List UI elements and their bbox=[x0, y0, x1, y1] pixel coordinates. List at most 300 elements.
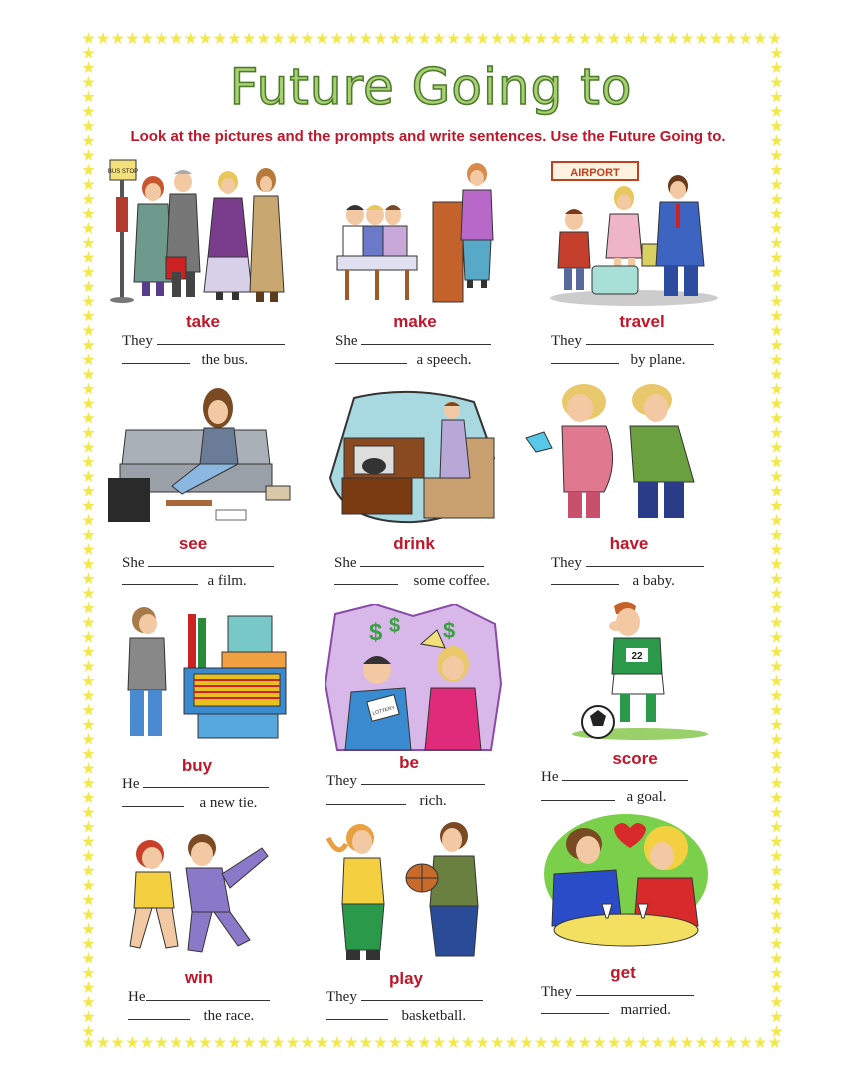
sentence-line-1 bbox=[122, 554, 274, 572]
subject: They bbox=[551, 555, 582, 571]
sentence-line-2 bbox=[551, 351, 685, 369]
border-star-icon bbox=[82, 733, 95, 746]
border-star-icon bbox=[82, 996, 95, 1009]
border-star-icon bbox=[418, 32, 431, 45]
border-star-icon bbox=[82, 952, 95, 965]
border-star-icon bbox=[257, 32, 270, 45]
border-star-icon bbox=[82, 850, 95, 863]
sentence-end: rich. bbox=[419, 793, 447, 809]
subject: She bbox=[122, 555, 145, 571]
border-star-icon bbox=[82, 981, 95, 994]
border-star-icon bbox=[491, 32, 504, 45]
border-star-icon bbox=[710, 32, 723, 45]
sentence-end: a speech. bbox=[416, 352, 472, 368]
answer-blank[interactable] bbox=[360, 554, 484, 567]
verb-have: have bbox=[609, 534, 649, 553]
border-star-icon bbox=[243, 1036, 256, 1049]
border-star-icon bbox=[666, 32, 679, 45]
border-star-icon bbox=[770, 820, 783, 833]
border-star-icon bbox=[770, 266, 783, 279]
border-star-icon bbox=[82, 514, 95, 527]
sentence-end: the race. bbox=[203, 1008, 255, 1024]
answer-blank[interactable] bbox=[122, 572, 198, 585]
border-star-icon bbox=[82, 864, 95, 877]
border-star-icon bbox=[770, 718, 783, 731]
border-star-icon bbox=[651, 32, 664, 45]
border-star-icon bbox=[82, 777, 95, 790]
border-star-icon bbox=[770, 499, 783, 512]
border-star-icon bbox=[770, 601, 783, 614]
border-star-icon bbox=[389, 1036, 402, 1049]
instructions: Look at the pictures and the prompts and write sentences. Use the Future Going to. bbox=[130, 128, 726, 145]
sentence-line-1 bbox=[335, 332, 491, 350]
sentence-line-2 bbox=[128, 1007, 254, 1025]
border-star-icon bbox=[82, 893, 95, 906]
border-star-icon bbox=[770, 528, 783, 541]
border-star-icon bbox=[770, 207, 783, 220]
border-star-icon bbox=[82, 163, 95, 176]
border-star-icon bbox=[770, 193, 783, 206]
border-star-icon bbox=[770, 368, 783, 381]
border-star-icon bbox=[374, 1036, 387, 1049]
border-star-icon bbox=[82, 937, 95, 950]
border-star-icon bbox=[97, 1036, 110, 1049]
border-star-icon bbox=[549, 1036, 562, 1049]
border-star-icon bbox=[622, 1036, 635, 1049]
border-star-icon bbox=[770, 543, 783, 556]
verb-see: see bbox=[178, 534, 208, 553]
sentence-line-2 bbox=[122, 351, 248, 369]
answer-blank[interactable] bbox=[146, 988, 270, 1001]
border-star-icon bbox=[403, 1036, 416, 1049]
border-star-icon bbox=[695, 32, 708, 45]
subject: He bbox=[128, 989, 146, 1005]
verb-be: be bbox=[399, 753, 419, 772]
subject: They bbox=[326, 773, 357, 789]
border-star-icon bbox=[82, 412, 95, 425]
border-star-icon bbox=[418, 1036, 431, 1049]
border-star-icon bbox=[82, 236, 95, 249]
border-star-icon bbox=[505, 32, 518, 45]
border-star-icon bbox=[82, 528, 95, 541]
border-star-icon bbox=[82, 207, 95, 220]
sentence-line-2 bbox=[541, 788, 666, 806]
border-star-icon bbox=[754, 32, 767, 45]
border-star-icon bbox=[82, 499, 95, 512]
answer-blank[interactable] bbox=[326, 1007, 388, 1020]
picture-people-at-bus-stop bbox=[108, 152, 290, 310]
answer-blank[interactable] bbox=[541, 1001, 609, 1014]
border-star-icon bbox=[770, 163, 783, 176]
sentence-line-2 bbox=[541, 1001, 671, 1019]
border-star-icon bbox=[447, 1036, 460, 1049]
border-star-icon bbox=[770, 908, 783, 921]
border-star-icon bbox=[301, 32, 314, 45]
border-star-icon bbox=[359, 1036, 372, 1049]
border-star-icon bbox=[82, 631, 95, 644]
sentence-line-1 bbox=[326, 988, 483, 1006]
sentence-line-2 bbox=[122, 572, 247, 590]
border-star-icon bbox=[82, 32, 95, 45]
border-star-icon bbox=[462, 1036, 475, 1049]
border-star-icon bbox=[111, 32, 124, 45]
border-star-icon bbox=[272, 1036, 285, 1049]
border-star-icon bbox=[184, 32, 197, 45]
border-star-icon bbox=[770, 572, 783, 585]
border-star-icon bbox=[97, 32, 110, 45]
border-star-icon bbox=[770, 309, 783, 322]
verb-buy: buy bbox=[181, 756, 213, 775]
border-star-icon bbox=[82, 295, 95, 308]
border-star-icon bbox=[82, 178, 95, 191]
answer-blank[interactable] bbox=[361, 332, 491, 345]
sentence-line-2 bbox=[551, 572, 675, 590]
border-star-icon bbox=[681, 1036, 694, 1049]
border-star-icon bbox=[199, 32, 212, 45]
border-star-icon bbox=[82, 1010, 95, 1023]
svg-text:$: $ bbox=[443, 618, 456, 643]
sentence-end: by plane. bbox=[630, 352, 686, 368]
border-star-icon bbox=[82, 368, 95, 381]
border-star-icon bbox=[770, 324, 783, 337]
picture-girl-on-sofa-watching-tv bbox=[106, 382, 292, 524]
border-star-icon bbox=[82, 616, 95, 629]
answer-blank[interactable] bbox=[551, 572, 619, 585]
border-star-icon bbox=[476, 1036, 489, 1049]
subject: She bbox=[334, 555, 357, 571]
border-star-icon bbox=[82, 806, 95, 819]
answer-blank[interactable] bbox=[361, 988, 483, 1001]
border-star-icon bbox=[739, 1036, 752, 1049]
verb-win: win bbox=[184, 968, 214, 987]
answer-blank[interactable] bbox=[551, 351, 619, 364]
border-star-icon bbox=[768, 1036, 781, 1049]
verb-play: play bbox=[388, 969, 424, 988]
border-star-icon bbox=[770, 149, 783, 162]
answer-blank[interactable] bbox=[541, 788, 615, 801]
border-star-icon bbox=[228, 1036, 241, 1049]
border-star-icon bbox=[770, 426, 783, 439]
border-star-icon bbox=[286, 32, 299, 45]
answer-blank[interactable] bbox=[361, 772, 485, 785]
sentence-line-1 bbox=[541, 983, 694, 1001]
border-star-icon bbox=[82, 149, 95, 162]
answer-blank[interactable] bbox=[576, 983, 694, 996]
border-star-icon bbox=[739, 32, 752, 45]
border-star-icon bbox=[82, 587, 95, 600]
border-star-icon bbox=[770, 864, 783, 877]
border-star-icon bbox=[770, 616, 783, 629]
border-star-icon bbox=[535, 1036, 548, 1049]
border-star-icon bbox=[82, 485, 95, 498]
border-star-icon bbox=[82, 222, 95, 235]
verb-make: make bbox=[393, 312, 437, 331]
picture-family-at-airport bbox=[548, 158, 722, 308]
border-star-icon bbox=[770, 879, 783, 892]
answer-blank[interactable] bbox=[157, 332, 285, 345]
picture-pregnant-couple bbox=[524, 382, 722, 522]
border-star-icon bbox=[82, 324, 95, 337]
svg-text:$: $ bbox=[389, 615, 401, 637]
border-star-icon bbox=[82, 908, 95, 921]
border-star-icon bbox=[389, 32, 402, 45]
answer-blank[interactable] bbox=[122, 794, 184, 807]
border-star-icon bbox=[82, 558, 95, 571]
sentence-end: basketball. bbox=[401, 1008, 467, 1024]
border-star-icon bbox=[770, 893, 783, 906]
border-star-icon bbox=[155, 32, 168, 45]
answer-blank[interactable] bbox=[143, 775, 269, 788]
sentence-end: the bus. bbox=[201, 352, 249, 368]
border-star-icon bbox=[564, 1036, 577, 1049]
border-star-icon bbox=[82, 266, 95, 279]
border-star-icon bbox=[140, 32, 153, 45]
border-star-icon bbox=[770, 178, 783, 191]
border-star-icon bbox=[695, 1036, 708, 1049]
border-star-icon bbox=[432, 32, 445, 45]
border-star-icon bbox=[82, 704, 95, 717]
border-star-icon bbox=[82, 251, 95, 264]
border-star-icon bbox=[549, 32, 562, 45]
border-star-icon bbox=[170, 1036, 183, 1049]
border-star-icon bbox=[476, 32, 489, 45]
border-star-icon bbox=[82, 660, 95, 673]
border-star-icon bbox=[272, 32, 285, 45]
picture-two-people-running bbox=[122, 828, 278, 958]
border-star-icon bbox=[770, 1025, 783, 1038]
border-star-icon bbox=[770, 558, 783, 571]
border-star-icon bbox=[578, 32, 591, 45]
border-star-icon bbox=[770, 514, 783, 527]
answer-blank[interactable] bbox=[128, 1007, 190, 1020]
border-star-icon bbox=[82, 718, 95, 731]
border-star-icon bbox=[82, 1025, 95, 1038]
answer-blank[interactable] bbox=[586, 554, 704, 567]
border-star-icon bbox=[82, 645, 95, 658]
lottery-ticket: LOTTERY bbox=[371, 705, 396, 717]
border-star-icon bbox=[126, 1036, 139, 1049]
border-star-icon bbox=[578, 1036, 591, 1049]
border-star-icon bbox=[111, 1036, 124, 1049]
answer-blank[interactable] bbox=[335, 351, 407, 364]
border-star-icon bbox=[622, 32, 635, 45]
sentence-line-2 bbox=[334, 572, 490, 590]
answer-blank[interactable] bbox=[334, 572, 398, 585]
border-star-icon bbox=[82, 397, 95, 410]
border-star-icon bbox=[316, 32, 329, 45]
sentence-line-1 bbox=[541, 768, 688, 786]
sentence-line-2 bbox=[326, 792, 447, 810]
border-star-icon bbox=[345, 32, 358, 45]
border-star-icon bbox=[770, 339, 783, 352]
border-star-icon bbox=[593, 32, 606, 45]
border-star-icon bbox=[82, 689, 95, 702]
border-star-icon bbox=[359, 32, 372, 45]
border-star-icon bbox=[770, 455, 783, 468]
border-star-icon bbox=[228, 32, 241, 45]
verb-score: score bbox=[612, 749, 658, 768]
border-star-icon bbox=[82, 455, 95, 468]
border-star-icon bbox=[520, 32, 533, 45]
border-star-icon bbox=[301, 1036, 314, 1049]
answer-blank[interactable] bbox=[326, 792, 406, 805]
border-star-icon bbox=[770, 850, 783, 863]
picture-man-choosing-tie bbox=[118, 600, 290, 748]
border-star-icon bbox=[666, 1036, 679, 1049]
answer-blank[interactable] bbox=[562, 768, 688, 781]
answer-blank[interactable] bbox=[122, 351, 190, 364]
border-star-icon bbox=[330, 1036, 343, 1049]
subject: They bbox=[551, 333, 582, 349]
border-star-icon bbox=[770, 645, 783, 658]
border-star-icon bbox=[770, 674, 783, 687]
subject: They bbox=[326, 989, 357, 1005]
border-star-icon bbox=[126, 32, 139, 45]
sentence-line-1 bbox=[551, 332, 714, 350]
border-star-icon bbox=[403, 32, 416, 45]
verb-travel: travel bbox=[619, 312, 665, 331]
picture-couple-with-basketball bbox=[318, 818, 494, 968]
border-star-icon bbox=[330, 32, 343, 45]
border-star-icon bbox=[770, 660, 783, 673]
border-star-icon bbox=[770, 806, 783, 819]
border-star-icon bbox=[462, 32, 475, 45]
sentence-line-2 bbox=[326, 1007, 466, 1025]
border-star-icon bbox=[243, 32, 256, 45]
sentence-end: a new tie. bbox=[199, 795, 258, 811]
border-star-icon bbox=[213, 32, 226, 45]
border-star-icon bbox=[637, 1036, 650, 1049]
border-star-icon bbox=[82, 674, 95, 687]
border-star-icon bbox=[608, 1036, 621, 1049]
subject: She bbox=[335, 333, 358, 349]
border-star-icon bbox=[82, 820, 95, 833]
border-star-icon bbox=[770, 412, 783, 425]
border-star-icon bbox=[82, 747, 95, 760]
picture-couple-lottery-win bbox=[325, 604, 503, 752]
sentence-line-1 bbox=[551, 554, 704, 572]
sentence-line-1 bbox=[122, 332, 285, 350]
subject: He bbox=[541, 769, 559, 785]
shirt-number: 22 bbox=[631, 651, 643, 662]
verb-get: get bbox=[610, 963, 636, 982]
border-star-icon bbox=[768, 32, 781, 45]
border-star-icon bbox=[770, 382, 783, 395]
border-star-icon bbox=[82, 309, 95, 322]
border-star-icon bbox=[82, 470, 95, 483]
border-star-icon bbox=[724, 32, 737, 45]
border-star-icon bbox=[710, 1036, 723, 1049]
border-star-icon bbox=[140, 1036, 153, 1049]
border-star-icon bbox=[770, 397, 783, 410]
sentence-line-1 bbox=[122, 775, 269, 793]
border-star-icon bbox=[374, 32, 387, 45]
border-star-icon bbox=[82, 543, 95, 556]
border-star-icon bbox=[770, 470, 783, 483]
border-star-icon bbox=[82, 879, 95, 892]
border-star-icon bbox=[82, 1036, 95, 1049]
border-star-icon bbox=[770, 937, 783, 950]
bus-stop-sign: BUS STOP bbox=[108, 169, 139, 175]
sentence-line-2 bbox=[335, 351, 471, 369]
answer-blank[interactable] bbox=[586, 332, 714, 345]
border-star-icon bbox=[770, 236, 783, 249]
sentence-end: some coffee. bbox=[413, 573, 490, 589]
border-star-icon bbox=[770, 587, 783, 600]
border-star-icon bbox=[199, 1036, 212, 1049]
border-star-icon bbox=[257, 1036, 270, 1049]
border-star-icon bbox=[637, 32, 650, 45]
border-star-icon bbox=[535, 32, 548, 45]
border-star-icon bbox=[82, 762, 95, 775]
border-star-icon bbox=[82, 426, 95, 439]
border-star-icon bbox=[770, 280, 783, 293]
picture-couple-romantic-dinner bbox=[542, 814, 710, 960]
border-star-icon bbox=[286, 1036, 299, 1049]
border-star-icon bbox=[432, 1036, 445, 1049]
worksheet-title: Future Going to bbox=[229, 58, 633, 116]
border-star-icon bbox=[770, 353, 783, 366]
border-star-icon bbox=[770, 996, 783, 1009]
border-star-icon bbox=[770, 631, 783, 644]
sentence-line-1 bbox=[128, 988, 270, 1006]
verb-take: take bbox=[185, 312, 221, 331]
airport-sign: AIRPORT bbox=[570, 167, 620, 179]
border-star-icon bbox=[770, 747, 783, 760]
border-star-icon bbox=[82, 353, 95, 366]
border-star-icon bbox=[82, 339, 95, 352]
picture-footballer-with-ball bbox=[570, 598, 710, 742]
border-star-icon bbox=[82, 791, 95, 804]
subject: They bbox=[541, 984, 572, 1000]
border-star-icon bbox=[770, 1010, 783, 1023]
border-star-icon bbox=[770, 966, 783, 979]
border-star-icon bbox=[770, 981, 783, 994]
border-star-icon bbox=[82, 966, 95, 979]
border-star-icon bbox=[770, 835, 783, 848]
border-star-icon bbox=[213, 1036, 226, 1049]
border-star-icon bbox=[681, 32, 694, 45]
border-star-icon bbox=[82, 572, 95, 585]
border-star-icon bbox=[770, 777, 783, 790]
border-star-icon bbox=[770, 762, 783, 775]
answer-blank[interactable] bbox=[148, 554, 274, 567]
subject: They bbox=[122, 333, 153, 349]
subject: He bbox=[122, 776, 140, 792]
border-star-icon bbox=[520, 1036, 533, 1049]
border-star-icon bbox=[82, 923, 95, 936]
sentence-line-1 bbox=[326, 772, 485, 790]
border-star-icon bbox=[770, 733, 783, 746]
sentence-end: a baby. bbox=[632, 573, 675, 589]
border-star-icon bbox=[505, 1036, 518, 1049]
border-star-icon bbox=[447, 32, 460, 45]
border-star-icon bbox=[608, 32, 621, 45]
border-star-icon bbox=[593, 1036, 606, 1049]
border-star-icon bbox=[345, 1036, 358, 1049]
sentence-end: a film. bbox=[207, 573, 247, 589]
border-star-icon bbox=[770, 923, 783, 936]
border-star-icon bbox=[82, 280, 95, 293]
border-star-icon bbox=[82, 835, 95, 848]
sentence-end: married. bbox=[620, 1002, 671, 1018]
sentence-line-1 bbox=[334, 554, 484, 572]
picture-woman-on-stairs-coffee bbox=[324, 388, 500, 526]
border-star-icon bbox=[724, 1036, 737, 1049]
sentence-line-2 bbox=[122, 794, 257, 812]
border-star-icon bbox=[82, 601, 95, 614]
border-star-icon bbox=[316, 1036, 329, 1049]
